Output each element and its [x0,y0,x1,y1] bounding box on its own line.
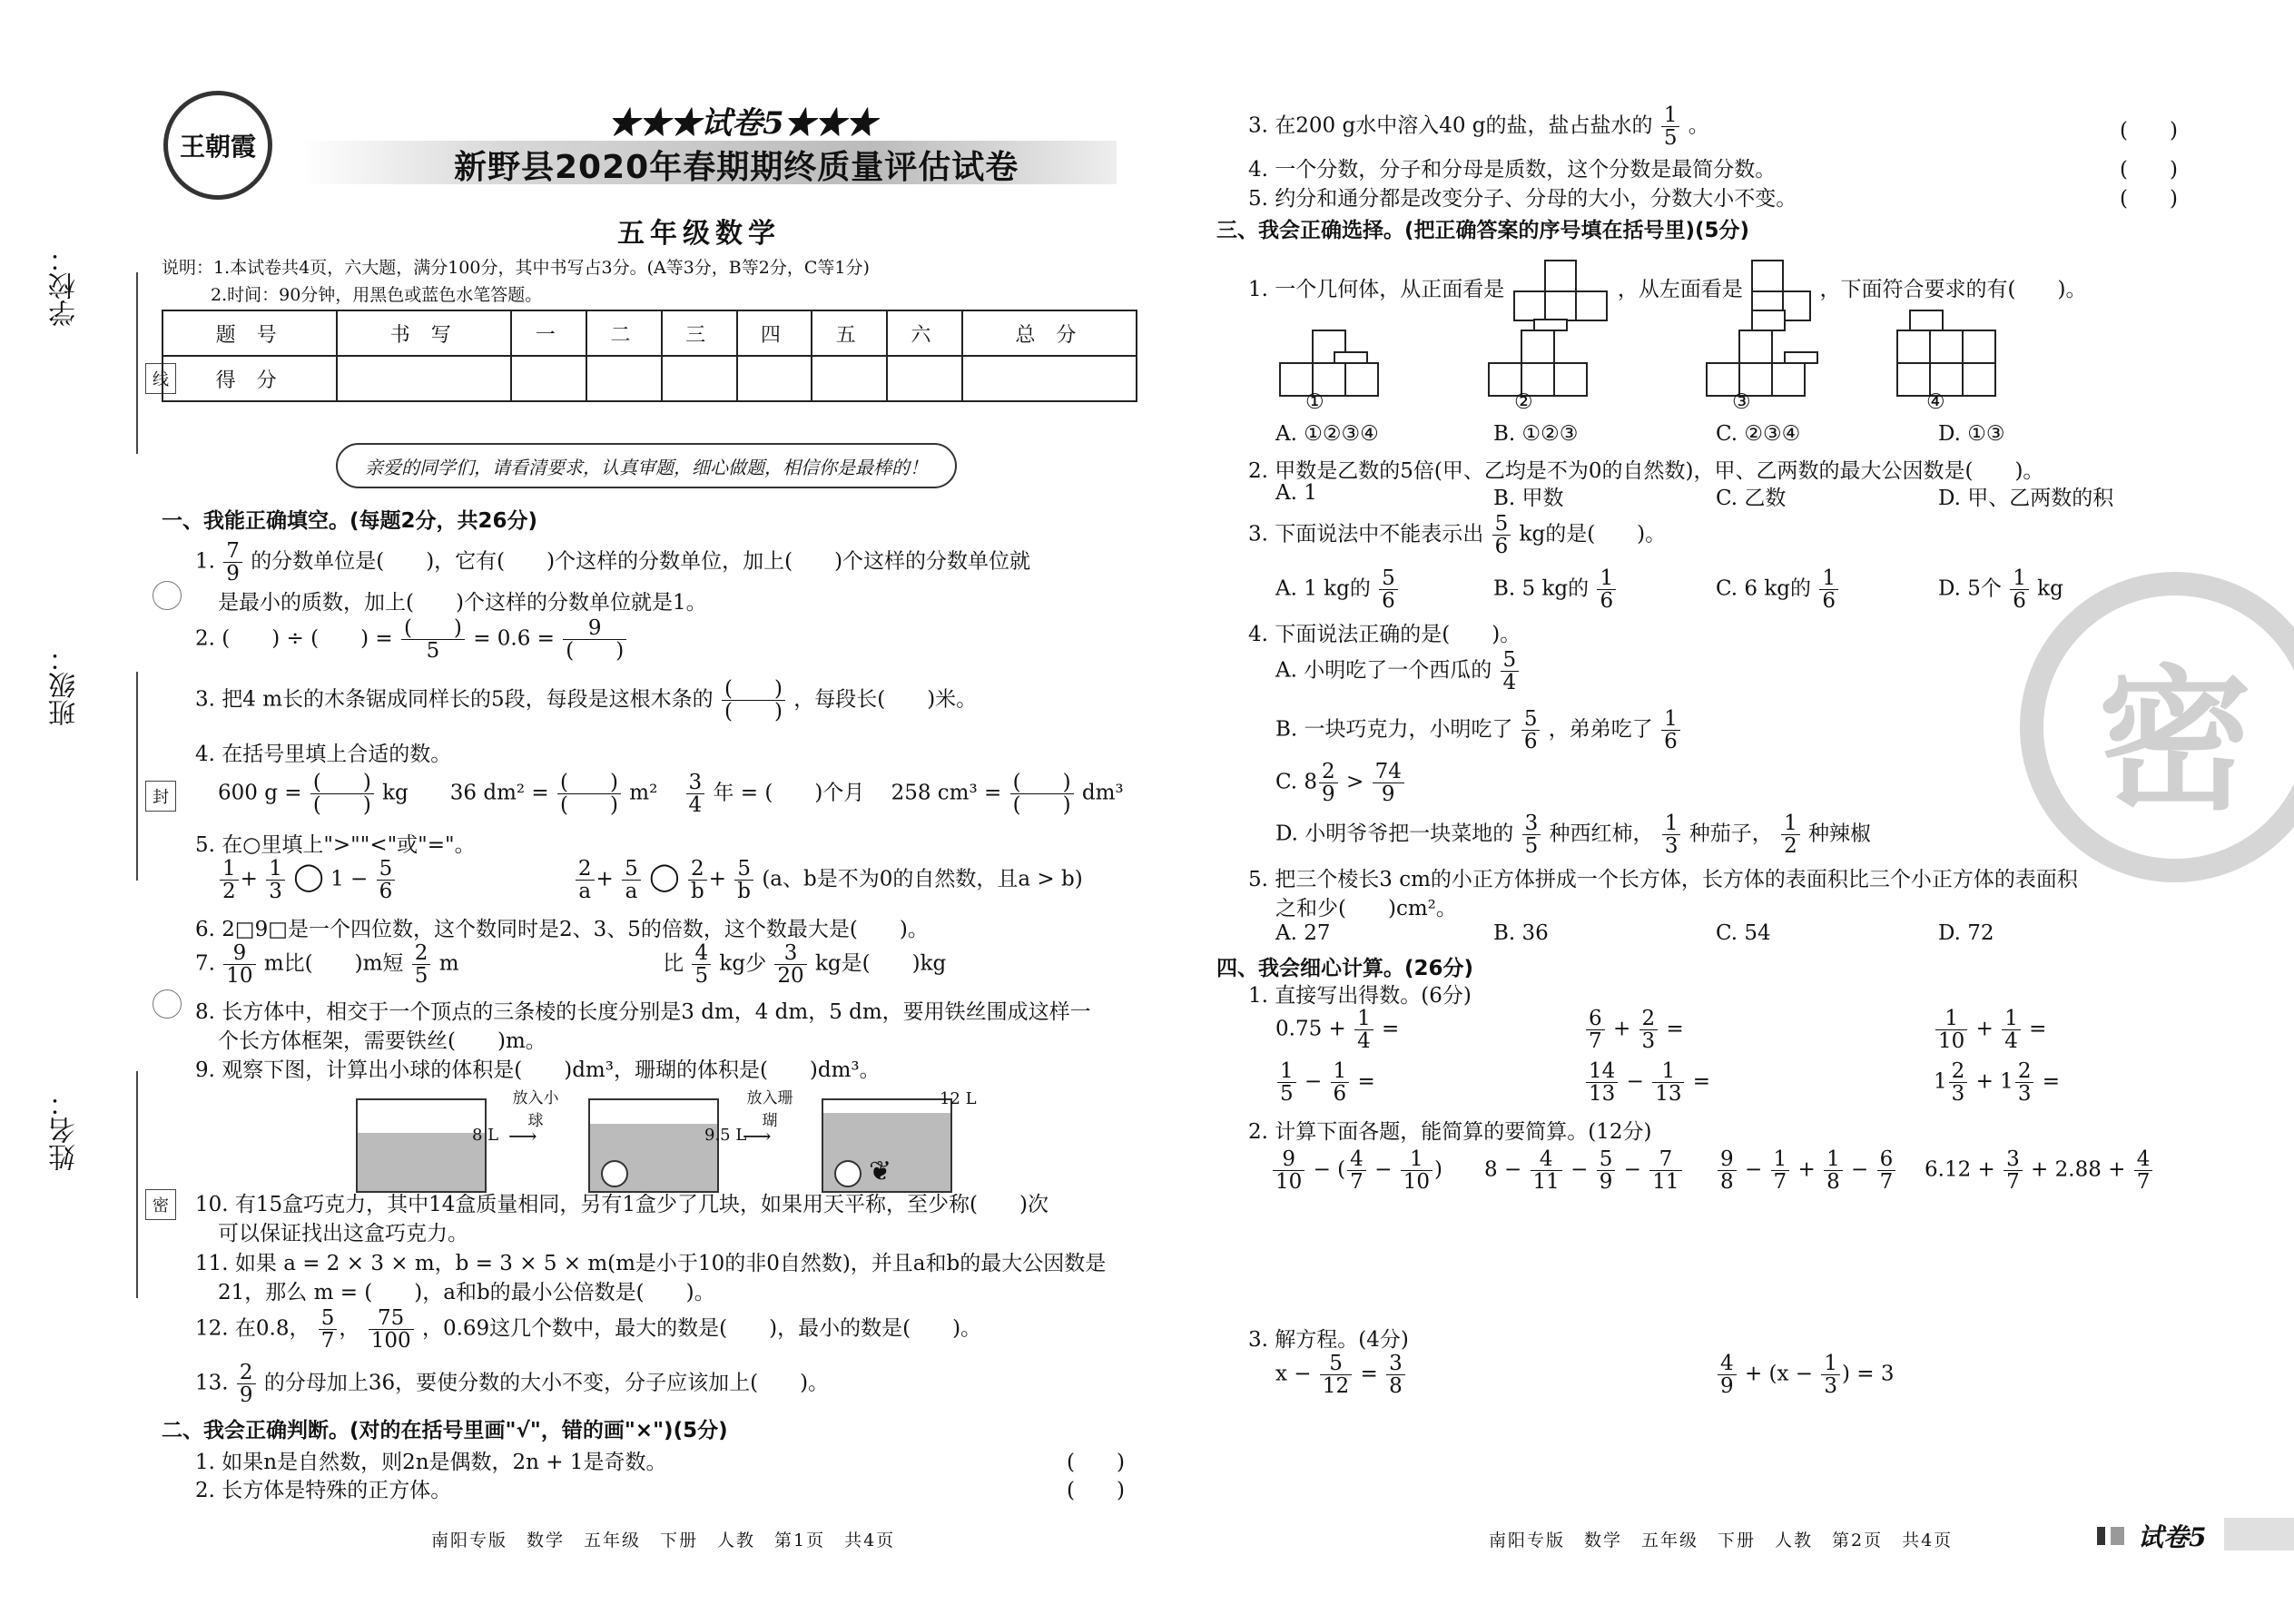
fraction: $\frac{( )}{( )}$ [722,678,785,723]
calc-item: 0.75 + $\frac{1}{4}$ = [1275,1007,1400,1054]
arrow-icon: ⟶ [508,1126,537,1148]
calc-item: 6.12 + $\frac{3}{7}$ + 2.88 + $\frac{4}{7}$ [1925,1148,2154,1193]
fraction: $\frac{7}{9}$ [223,540,242,585]
question-text: 的分母加上36，要使分数的大小不变，分子应该加上( )。 [263,1371,830,1395]
calc-part-1: 1. 直接写出得数。(6分) [1248,984,1472,1008]
table-cell: 书 写 [337,310,511,356]
arrow-label: 放入小球 [512,1089,559,1130]
tank-label: 12 L [940,1089,977,1108]
figure-label: ④ [1926,390,1945,414]
fraction: $\frac{5}{6}$ [1379,567,1398,612]
table-cell: 题 号 [162,310,337,356]
table-cell: 五 [812,310,887,356]
coral-icon: ❦ [869,1156,892,1187]
calc-item: $\frac{9}{10}$ − ( $\frac{4}{7}$ − $\frac{1}{10}$ ) [1271,1148,1442,1193]
choice-option[interactable] [1275,649,1521,694]
footer-marker [2097,1527,2124,1545]
choice-option[interactable]: B. 甲数 [1493,487,1564,510]
ball-icon [601,1160,628,1187]
figure-label: ① [1305,390,1324,414]
fraction: $\frac{3}{4}$ [686,772,705,816]
choice-question-3 [1248,513,1666,557]
calc-item: 8 − $\frac{4}{11}$ − $\frac{5}{9}$ − $\frac{7}{11}$ [1484,1148,1684,1193]
calc-item: $\frac{1}{5}$ − $\frac{1}{6}$ = [1275,1060,1375,1105]
motto-banner: 亲爱的同学们，请看清要求，认真审题，细心做题，相信你是最棒的！ [336,443,957,488]
option-text: B. 一块巧克力，小明吃了 [1275,717,1513,742]
option-text: C. 8 [1275,770,1318,794]
question-10-cont: 可以保证找出这盒巧克力。 [218,1222,468,1245]
arrow-icon: ⟶ [743,1126,772,1148]
question-text: 。 [1688,113,1709,138]
option-text: A. 1 kg的 [1275,576,1371,601]
option-text: C. 6 kg的 [1716,576,1812,601]
fraction: $\frac{5}{a}$ [622,858,641,902]
question-text: = 0.6 = [473,626,555,651]
answer-paren[interactable]: ( ) [2120,119,2178,143]
answer-paren[interactable]: ( ) [2120,187,2178,211]
choice-option[interactable]: A. 27 [1275,921,1331,945]
choice-question-5-cont: 之和少( )cm²。 [1275,897,1457,920]
fraction: $\frac{1}{3}$ [1662,812,1681,857]
name-label: 姓名： [49,1089,81,1171]
divider [136,672,138,881]
choice-option[interactable] [1716,567,1840,612]
table-row [162,310,1137,356]
fraction: $\frac{1}{2}$ [220,858,239,902]
choice-option[interactable] [1275,708,1682,753]
question-text: ，每段长( )米。 [793,687,978,712]
fraction: $\frac{1}{6}$ [1819,567,1838,612]
seal-tag: 密 [145,1189,176,1220]
choice-option[interactable]: C. 8 $\frac{2}{9}$ > $\frac{74}{9}$ [1275,761,1406,805]
choice-option[interactable]: D. 甲、乙两数的积 [1938,487,2114,510]
page-title: 新野县2020年春期期终质量评估试卷 [454,149,1019,186]
fraction: $\frac{2}{9}$ [237,1362,256,1406]
question-6: 6. 2□9□是一个四位数，这个数同时是2、3、5的倍数，这个数最大是( )。 [195,918,929,941]
fraction: $\frac{9}{( )}$ [563,617,626,662]
section-4-title: 四、我会细心计算。(26分) [1216,957,1474,980]
score-input[interactable] [586,356,662,401]
seal-tag: 封 [145,781,176,812]
choice-option[interactable]: D. 5个 $\frac{1}{6}$ kg [1938,566,2063,614]
figure-label: ③ [1732,390,1751,414]
tank-figure [588,1098,719,1193]
judge-item: 2. 长方体是特殊的正方体。 [195,1479,452,1502]
question-4: 4. 在括号里填上合适的数。 [195,743,452,766]
question-5-items: $\frac{1}{2}$ + $\frac{1}{3}$ ◯ 1 − $\frac{5}{6}$ $\frac{2}{a}$ + $\frac{5}{a}$ ◯ $\frac{2}{b}$ + $\frac{5}{b}$ (a、b是不为0的自然数，且a > b) [218,858,1083,902]
instruction-1: 说明：1.本试卷共4页，六大题，满分100分，其中书写占3分。(A等3分，B等2分，C等1分) [162,258,870,278]
choice-option[interactable]: D. ①③ [1938,422,2005,446]
score-input[interactable] [962,356,1137,401]
fraction: $\frac{3}{5}$ [1522,812,1541,857]
question-text: ，下面符合要求的有( )。 [1819,278,2087,301]
section-3-title: 三、我会正确选择。(把正确答案的序号填在括号里)(5分) [1216,219,1750,242]
page-footer-right: 南阳专版 数学 五年级 下册 人教 第2页 共4页 [1489,1530,1954,1550]
fraction: $\frac{75}{100}$ [369,1307,414,1352]
fraction: $\frac{1}{5}$ [1661,104,1680,149]
ornament-icon [153,581,182,610]
question-7 [195,942,946,987]
question-text: m² [629,781,658,805]
choice-option[interactable] [1493,567,1618,612]
question-text: kg的是( )。 [1519,522,1667,546]
fraction: $\frac{( )}{( )}$ [1010,772,1074,816]
confidential-stamp: 密 [2020,572,2294,882]
header [127,82,1144,191]
score-input[interactable] [887,356,962,401]
table-cell: 得 分 [162,356,337,401]
calc-part-3: 3. 解方程。(4分) [1248,1328,1409,1352]
question-1-cont: 是最小的质数，加上( )个这样的分数单位就是1。 [218,591,707,615]
subject-title: 五年级数学 [617,218,781,250]
fraction: $\frac{1}{6}$ [1597,567,1616,612]
calc-item: $\frac{6}{7}$ + $\frac{2}{3}$ = [1584,1008,1684,1052]
question-number: 1. [195,549,215,574]
option-text: 种茄子， [1689,822,1773,846]
choice-question-4: 4. 下面说法正确的是( )。 [1248,623,1521,646]
question-number: 7. [195,951,215,976]
fraction: $\frac{1}{3}$ [266,858,285,902]
fraction: $\frac{4}{5}$ [692,942,711,987]
cube-figures [1271,309,2179,418]
compare-circle[interactable]: ◯ [293,861,324,893]
choice-option[interactable]: A. 1 [1275,481,1317,505]
compare-circle[interactable]: ◯ [649,861,680,893]
table-cell: 六 [887,310,962,356]
fraction: $\frac{5}{6}$ [377,858,396,902]
water-level [358,1133,485,1191]
score-input[interactable] [511,356,586,401]
divider [136,1071,138,1298]
score-table [162,310,1137,402]
tank-figure [822,1098,952,1193]
fraction: $\frac{9}{10}$ [223,942,255,987]
question-text: 1. 一个几何体，从正面看是 [1248,278,1505,301]
fraction: $\frac{5}{7}$ [319,1307,338,1352]
fraction: $\frac{1}{6}$ [1661,708,1680,753]
footer-bar [2224,1518,2294,1550]
answer-paren[interactable]: ( ) [2120,158,2178,182]
question-text: 3. 把4 m长的木条锯成同样长的5段，每段是这根木条的 [195,687,714,712]
question-text: 3. 在200 g水中溶入40 g的盐，盐占盐水的 [1248,113,1653,138]
question-13 [195,1362,829,1406]
ornament-icon [153,989,182,1019]
question-2 [195,617,628,662]
fraction: $\frac{3}{20}$ [774,942,806,987]
question-text: 比 [663,951,684,976]
fraction: $\frac{5}{4}$ [1501,649,1520,694]
section-1-title: 一、我能正确填空。(每题2分，共26分) [162,509,538,533]
question-text: 12. 在0.8， [195,1316,310,1341]
question-text: 2. ( ) ÷ ( ) = [195,626,393,651]
question-text: 3. 下面说法中不能表示出 [1248,522,1484,546]
arrow-label: 放入珊瑚 [746,1089,793,1130]
fraction: $\frac{2}{9}$ [1319,761,1338,805]
question-text: 600 g = [218,781,302,805]
question-1 [195,540,1030,585]
question-text: kg是( )kg [814,951,947,976]
option-text: A. 小明吃了一个西瓜的 [1275,658,1492,683]
choice-option[interactable] [1275,812,1871,857]
judge-item: 1. 如果n是自然数，则2n是偶数，2n + 1是奇数。 [195,1451,667,1474]
page-footer-left: 南阳专版 数学 五年级 下册 人教 第1页 共4页 [431,1530,896,1550]
score-input[interactable] [337,356,511,401]
option-text: 种辣椒 [1808,822,1872,846]
question-text: kg 36 dm² = [382,781,549,805]
question-12: 12. 在0.8， $\frac{5}{7}$ ， $\frac{75}{100}$ ，0.69这几个数中，最大的数是( )，最小的数是( )。 [195,1306,982,1353]
figure-label: ② [1514,390,1533,414]
class-label: 班级： [49,645,81,726]
instruction-2: 2.时间：90分钟，用黑色或蓝色水笔答题。 [211,285,543,305]
option-text: ，弟弟吃了 [1548,717,1653,742]
question-text: kg少 [719,951,767,976]
ball-icon [834,1160,861,1187]
score-input[interactable] [662,356,737,401]
equation: x − $\frac{5}{12}$ = $\frac{3}{8}$ [1275,1353,1407,1397]
fraction: $\frac{1}{2}$ [1781,812,1800,857]
option-text: D. 5个 [1938,576,2002,601]
question-text: (a、b是不为0的自然数，且a > b) [762,867,1083,891]
fraction: $\frac{5}{6}$ [1492,513,1511,557]
choice-option[interactable]: C. ②③④ [1716,422,1801,446]
score-input[interactable] [812,356,887,401]
question-text: m比( )m短 [263,951,404,976]
calc-part-2: 2. 计算下面各题，能简算的要简算。(12分) [1248,1120,1652,1144]
table-cell: 一 [511,310,586,356]
fraction: $\frac{( )}{( )}$ [310,772,374,816]
choice-option[interactable]: B. ①②③ [1493,422,1579,446]
fraction: $\frac{5}{6}$ [1521,708,1541,753]
table-row [162,356,1137,401]
tank-label: 9.5 L [704,1126,747,1145]
judge-item [1248,104,1709,149]
judge-item: 4. 一个分数，分子和分母是质数，这个分数是最简分数。 [1248,158,1777,182]
fraction: $\frac{5}{b}$ [734,858,753,902]
table-cell: 四 [737,310,812,356]
fraction: $\frac{( )}{5}$ [401,617,465,662]
equation: $\frac{4}{9}$ + (x − $\frac{1}{3}$ ) = 3 [1716,1353,1895,1397]
question-8-cont: 个长方体框架，需要铁丝( )m。 [218,1029,546,1053]
fraction: $\frac{1}{6}$ [2010,567,2029,612]
choice-option[interactable]: C. 54 [1716,921,1771,945]
tank-figure [356,1098,487,1193]
brand-logo: 王朝霞 [163,91,272,200]
question-text: 的分数单位是( )，它有( )个这样的分数单位，加上( )个这样的分数单位就 [251,549,1031,574]
choice-option[interactable]: A. ①②③④ [1275,422,1379,446]
question-text: ，从左面看是 [1617,278,1743,301]
choice-option[interactable]: C. 乙数 [1716,487,1787,510]
divider [136,272,138,454]
table-cell: 三 [662,310,737,356]
question-number: 13. [195,1371,229,1395]
choice-option[interactable] [1275,567,1400,612]
fraction: $\frac{2}{b}$ [688,858,707,902]
option-text: 种西红柿， [1549,822,1654,846]
question-text: 258 cm³ = [891,781,1002,805]
option-text: D. 小明爷爷把一块菜地的 [1275,822,1514,846]
question-8: 8. 长方体中，相交于一个顶点的三条棱的长度分别是3 dm，4 dm，5 dm，要用铁丝围成这样一 [195,1000,1091,1024]
question-9: 9. 观察下图，计算出小球的体积是( )dm³，珊瑚的体积是( )dm³。 [195,1058,881,1082]
choice-option[interactable]: B. 36 [1493,921,1549,945]
fraction: $\frac{74}{9}$ [1373,761,1404,805]
seal-tag: 线 [145,363,176,394]
question-11-cont: 21，那么 m = ( )，a和b的最小公倍数是( )。 [218,1281,715,1304]
table-cell: 二 [586,310,662,356]
question-text: ，0.69这几个数中，最大的数是( )，最小的数是( )。 [421,1316,982,1341]
choice-option[interactable]: D. 72 [1938,921,1994,945]
binding-strip [45,245,169,1425]
choice-question-2: 2. 甲数是乙数的5倍(甲、乙均是不为0的自然数)，甲、乙两数的最大公因数是( )。 [1248,459,2044,483]
tank-label: 8 L [472,1126,499,1145]
judge-item: 5. 约分和通分都是改变分子、分母的大小，分数大小不变。 [1248,187,1797,211]
answer-paren[interactable]: ( ) [1067,1479,1125,1502]
option-text: B. 5 kg的 [1493,576,1590,601]
table-cell: 总 分 [962,310,1137,356]
calc-item: 1 $\frac{2}{3}$ + 1 $\frac{2}{3}$ = [1934,1059,2061,1107]
question-5: 5. 在○里填上">""<"或"="。 [195,833,476,857]
calc-item: $\frac{14}{13}$ − $\frac{1}{13}$ = [1584,1060,1710,1105]
fraction: $\frac{2}{5}$ [412,942,431,987]
series-label: ★★★试卷5★★★ [608,105,877,142]
answer-paren[interactable]: ( ) [1067,1451,1125,1474]
calc-item: $\frac{9}{8}$ − $\frac{1}{7}$ + $\frac{1}{8}$ − $\frac{6}{7}$ [1716,1148,1897,1193]
calc-item: $\frac{1}{10}$ + $\frac{1}{4}$ = [1934,1008,2046,1052]
question-10: 10. 有15盒巧克力，其中14盒质量相同，另有1盒少了几块，如果用天平称，至少称( )次 [195,1193,1049,1216]
question-3 [195,678,977,723]
score-input[interactable] [737,356,812,401]
question-text: dm³ [1081,781,1124,805]
question-text: 年 = ( )个月 [713,781,865,805]
fraction: $\frac{2}{a}$ [576,858,595,902]
section-2-title: 二、我会正确判断。(对的在括号里画"√"，错的画"×")(5分) [162,1419,728,1442]
choice-question-5: 5. 把三个棱长3 cm的小正方体拼成一个长方体，长方体的表面积比三个小正方体的表面积 [1248,868,2078,891]
school-label: 学校： [49,245,81,327]
paper-badge: 试卷5 [2138,1522,2207,1552]
question-4-items [218,772,1124,816]
question-text: m [438,951,459,976]
question-11: 11. 如果 a = 2 × 3 × m，b = 3 × 5 × m(m是小于10的非0自然数)，并且a和b的最大公因数是 [195,1252,1107,1275]
fraction: $\frac{( )}{( )}$ [557,772,621,816]
